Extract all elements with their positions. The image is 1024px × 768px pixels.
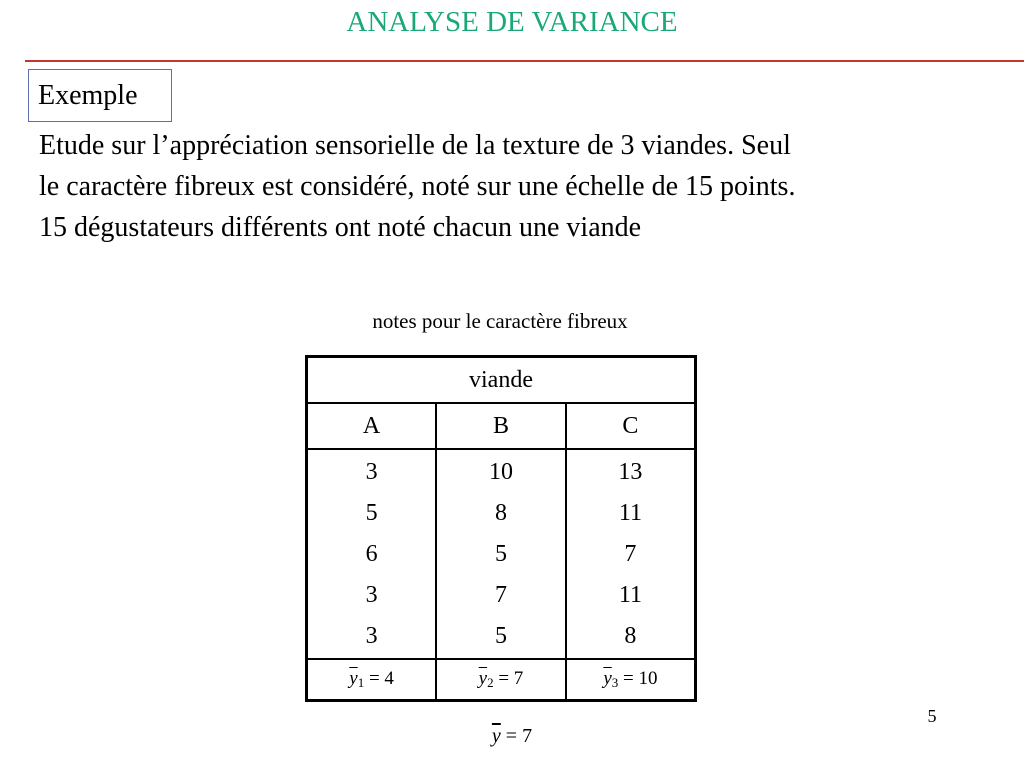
table-group-header-row: [307, 357, 696, 404]
scores-column-c: [566, 449, 696, 659]
mean-cell-b: [436, 659, 566, 701]
table-scores-row: [307, 449, 696, 659]
mean-value: = 10: [623, 668, 658, 689]
table-column-header-row: [307, 403, 696, 449]
mean-symbol: $\overline{y}$: [478, 668, 488, 689]
mean-symbol: $\overline{y}$: [349, 668, 358, 689]
grand-mean-symbol: $\overline{y}$: [491, 725, 501, 747]
score-cell: 5: [365, 500, 378, 526]
column-header-a: A: [307, 403, 437, 449]
intro-paragraph: [39, 125, 999, 248]
column-header-b: B: [436, 403, 566, 449]
scores-column-a: [307, 449, 437, 659]
mean-index: 2: [487, 675, 494, 690]
table-means-row: [307, 659, 696, 701]
mean-cell-a: [307, 659, 437, 701]
mean-symbol: $\overline{y}$: [603, 668, 612, 689]
example-label: Exemple: [38, 79, 138, 111]
score-cell: 8: [494, 500, 507, 526]
mean-cell-c: [566, 659, 696, 701]
intro-line-2: le caractère fibreux est considéré, noté sur une échelle de 15 points.: [39, 171, 796, 202]
example-label-box: [28, 69, 172, 122]
score-cell: 8: [624, 623, 637, 649]
mean-index: 1: [357, 675, 365, 690]
score-cell: 6: [365, 541, 378, 567]
column-header-c: C: [566, 403, 696, 449]
scores-table: [305, 355, 697, 702]
score-cell: 7: [624, 541, 637, 567]
score-cell: 5: [494, 623, 507, 649]
grand-mean: [0, 725, 1024, 748]
score-cell: 10: [488, 459, 513, 485]
grand-mean-value: = 7: [505, 725, 533, 747]
page-number: 5: [927, 706, 937, 726]
mean-index: 3: [611, 675, 619, 690]
group-header-viande: viande: [307, 357, 696, 404]
scores-column-b: [436, 449, 566, 659]
score-cell: 3: [365, 459, 378, 485]
mean-value: = 4: [368, 668, 394, 689]
score-cell: 11: [618, 582, 642, 608]
table-caption: notes pour le caractère fibreux: [372, 309, 628, 333]
intro-line-1: Etude sur l’appréciation sensorielle de la texture de 3 viandes. Seul: [39, 130, 791, 161]
mean-value: = 7: [498, 668, 524, 689]
intro-line-3: 15 dégustateurs différents ont noté chacun une viande: [39, 212, 642, 243]
score-cell: 5: [494, 541, 507, 567]
score-cell: 13: [618, 459, 643, 485]
score-cell: 3: [365, 623, 378, 649]
score-cell: 7: [494, 582, 507, 608]
slide-title: ANALYSE DE VARIANCE: [346, 6, 678, 38]
title-divider: [25, 60, 1024, 62]
score-cell: 3: [365, 582, 378, 608]
score-cell: 11: [618, 500, 642, 526]
